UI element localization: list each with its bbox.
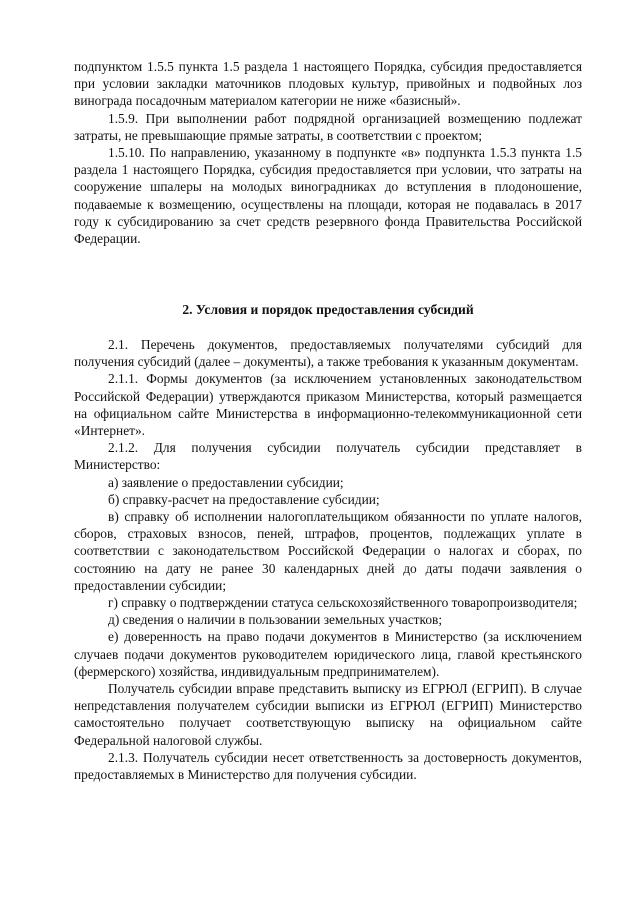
list-item-e: е) доверенность на право подачи документов в Министерство (за исключением случаев подачи документов руководителем юридического лица, главой крестьянского (фермерского) хозяйства, индивидуальным предпринимателем). [74, 629, 582, 679]
list-item-g: г) справку о подтверждении статуса сельскохозяйственного товаропроизводителя; [108, 595, 578, 611]
paragraph-1-5-9: 1.5.9. При выполнении работ подрядной организацией возмещению подлежат затраты, не превышающие прямые затраты, в соответствии с проектом; [74, 110, 582, 143]
section-text-block [74, 336, 582, 783]
paragraph-continuation: подпунктом 1.5.5 пункта 1.5 раздела 1 настоящего Порядка, субсидия предоставляется при условии закладки маточников плодовых культур, привойных и подвойных лоз винограда посадочным материалом категории не ниже «базисный». [74, 59, 582, 109]
top-text-block [74, 58, 582, 247]
paragraph-2-1-1: 2.1.1. Формы документов (за исключением установленных законодательством Российской Федерации) утверждаются приказом Министерства, который размещается на официальном сайте Министерства в информационно-телекоммуникационной сети «Интернет». [74, 371, 582, 439]
paragraph-egrul: Получатель субсидии вправе представить выписку из ЕГРЮЛ (ЕГРИП). В случае непредставления получателем субсидии выписки из ЕГРЮЛ (ЕГРИП) Министерство самостоятельно получает соответствующую выписку на официальном сайте Федеральной налоговой службы. [74, 681, 582, 748]
paragraph-1-5-10: 1.5.10. По направлению, указанному в подпункте «в» подпункта 1.5.3 пункта 1.5 раздела 1 настоящего Порядка, субсидия предоставляется при условии, что затраты на сооружение шпалеры на молодых виноградниках до вступления в плодоношение, подаваемые к возмещению, осуществлены на площади, которая не подавалась в 2017 году к субсидированию за счет средств резервного фонда Правительства Российской Федерации. [74, 145, 582, 247]
list-item-d: д) сведения о наличии в пользовании земельных участков; [108, 612, 443, 628]
paragraph-2-1-3: 2.1.3. Получатель субсидии несет ответственность за достоверность документов, предоставляемых в Министерство для получения субсидии. [74, 749, 582, 783]
list-item-b: б) справку-расчет на предоставление субсидии; [108, 491, 380, 507]
list-item-v: в) справку об исполнении налогоплательщиком обязанности по уплате налогов, сборов, страховых взносов, пеней, штрафов, процентов, подлежащих уплате в соответствии с законодательством Российской Федерации о налогах и сборах, по состоянию на дату не ранее 30 календарных дней до даты подачи заявления о предоставлении субсидии; [74, 509, 582, 593]
list-item-a: а) заявление о предоставлении субсидии; [108, 474, 344, 490]
paragraph-2-1-2: 2.1.2. Для получения субсидии получатель субсидии представляет в Министерство: [74, 440, 582, 473]
paragraph-2-1: 2.1. Перечень документов, предоставляемых получателями субсидий для получения субсидий (далее – документы), а также требования к указанным документам. [74, 337, 582, 370]
section-heading: 2. Условия и порядок предоставления субсидий [182, 302, 474, 317]
